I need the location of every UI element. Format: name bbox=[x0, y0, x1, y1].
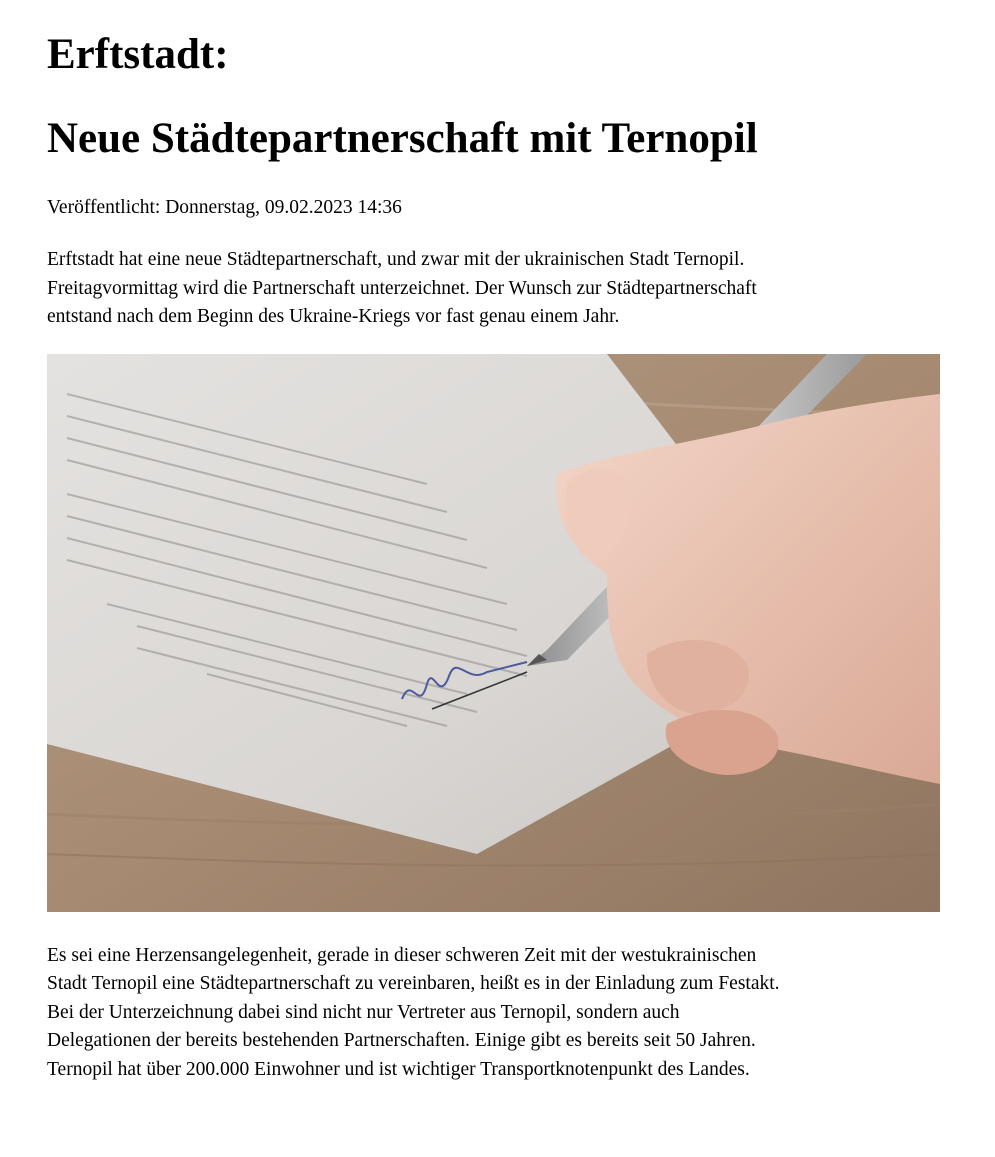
article-heading-line1: Erftstadt: bbox=[47, 31, 229, 78]
body-line: Stadt Ternopil eine Städtepartnerschaft zu vereinbaren, heißt es in der Einladung zum Festakt. bbox=[47, 973, 780, 994]
body-line: Ternopil hat über 200.000 Einwohner und ist wichtiger Transportknotenpunkt des Landes. bbox=[47, 1058, 750, 1080]
body-line: Delegationen der bereits bestehenden Partnerschaften. Einige gibt es bereits seit 50 Jahren. bbox=[47, 1030, 756, 1051]
body-line: Es sei eine Herzensangelegenheit, gerade in dieser schweren Zeit mit der westukrainischen bbox=[47, 944, 757, 966]
body-line: Bei der Unterzeichnung dabei sind nicht nur Vertreter aus Ternopil, sondern auch bbox=[47, 1001, 680, 1023]
article-heading-line2: Neue Städtepartnerschaft mit Ternopil bbox=[47, 115, 758, 162]
body-paragraph bbox=[47, 942, 967, 1085]
intro-line: Erftstadt hat eine neue Städtepartnerschaft, und zwar mit der ukrainischen Stadt Ternopil. bbox=[47, 249, 745, 270]
published-date: Veröffentlicht: Donnerstag, 09.02.2023 14:36 bbox=[47, 197, 402, 218]
intro-line: entstand nach dem Beginn des Ukraine-Kriegs vor fast genau einem Jahr. bbox=[47, 306, 620, 327]
intro-line: Freitagvormittag wird die Partnerschaft unterzeichnet. Der Wunsch zur Städtepartnerschaft bbox=[47, 277, 757, 299]
intro-paragraph bbox=[47, 246, 967, 332]
contract-signing-photo bbox=[47, 354, 940, 912]
article bbox=[47, 28, 967, 1084]
